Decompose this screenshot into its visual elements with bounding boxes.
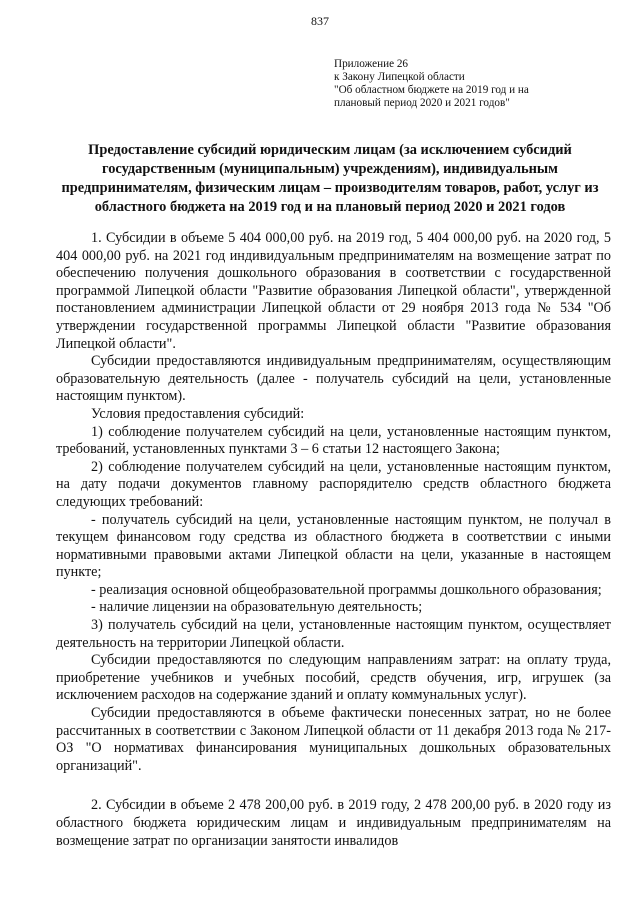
appendix-line: плановый период 2020 и 2021 годов": [334, 97, 510, 109]
paragraph: Субсидии предоставляются индивидуальным предпринимателям, осуществляющим образовательную деятельность (далее - получатель субсидий на цели, установленные настоящим пунктом).: [56, 353, 611, 405]
document-title: Предоставление субсидий юридическим лицам (за исключением субсидий государственным (муниципальным) учреждениям), индивидуальным предпринимателям, физическим лицам – производителям товаров, работ, услуг из областного бюджета на 2019 год и на плановый период 2020 и 2021 годов: [61, 142, 599, 215]
page-number: 837: [311, 14, 329, 28]
paragraph: 2) соблюдение получателем субсидий на цели, установленные настоящим пунктом, на дату подачи документов главному распорядителю средств областного бюджета следующих требований:: [56, 458, 611, 510]
paragraph: Субсидии предоставляются в объеме фактически понесенных затрат, но не более рассчитанных в соответствии с Законом Липецкой области от 11 декабря 2013 года № 217-ОЗ "О нормативах финансирования муниципальных дошкольных образовательных организаций".: [56, 705, 611, 774]
paragraph: - наличие лицензии на образовательную деятельность;: [91, 599, 423, 616]
paragraph: - реализация основной общеобразовательной программы дошкольного образования;: [91, 581, 602, 598]
paragraph-subsidy-2: 2. Субсидии в объеме 2 478 200,00 руб. в 2019 году, 2 478 200,00 руб. в 2020 году из областного бюджета юридическим лицам и индивидуальным предпринимателям на возмещение затрат по организации занятости инвалидов: [56, 797, 611, 849]
paragraph: Условия предоставления субсидий:: [91, 405, 305, 422]
appendix-line: Приложение 26: [334, 58, 409, 70]
paragraph: 3) получатель субсидий на цели, установленные настоящим пунктом, осуществляет деятельность на территории Липецкой области.: [56, 617, 611, 651]
document-body: [56, 230, 611, 850]
appendix-line: к Закону Липецкой области: [334, 71, 465, 83]
paragraph-subsidy-1: 1. Субсидии в объеме 5 404 000,00 руб. на 2019 год, 5 404 000,00 руб. на 2020 год, 5 404 000,00 руб. на 2021 год индивидуальным предпринимателям на возмещение затрат по обеспечению получения дошкольного образования в соответствии с государственной программой Липецкой области "Развитие образования Липецкой области", утвержденной постановлением администрации Липецкой области от 29 ноября 2013 года № 534 "Об утверждении государственной программы Липецкой области "Развитие образования Липецкой области".: [56, 230, 611, 352]
appendix-line: "Об областном бюджете на 2019 год и на: [334, 84, 529, 96]
paragraph: 1) соблюдение получателем субсидий на цели, установленные настоящим пунктом, требований, установленных пунктами 3 – 6 статьи 12 настоящего Закона;: [56, 423, 611, 458]
paragraph: - получатель субсидий на цели, установленные настоящим пунктом, не получал в текущем финансовом году средства из областного бюджета в соответствии с иными нормативными правовыми актами Липецкой области на цели, указанные в настоящем пункте;: [56, 511, 611, 581]
appendix-note: [334, 58, 624, 110]
paragraph: Субсидии предоставляются по следующим направлениям затрат: на оплату труда, приобретение учебников и учебных пособий, средств обучения, игр, игрушек (за исключением расходов на содержание зданий и оплату коммунальных услуг).: [56, 652, 611, 704]
